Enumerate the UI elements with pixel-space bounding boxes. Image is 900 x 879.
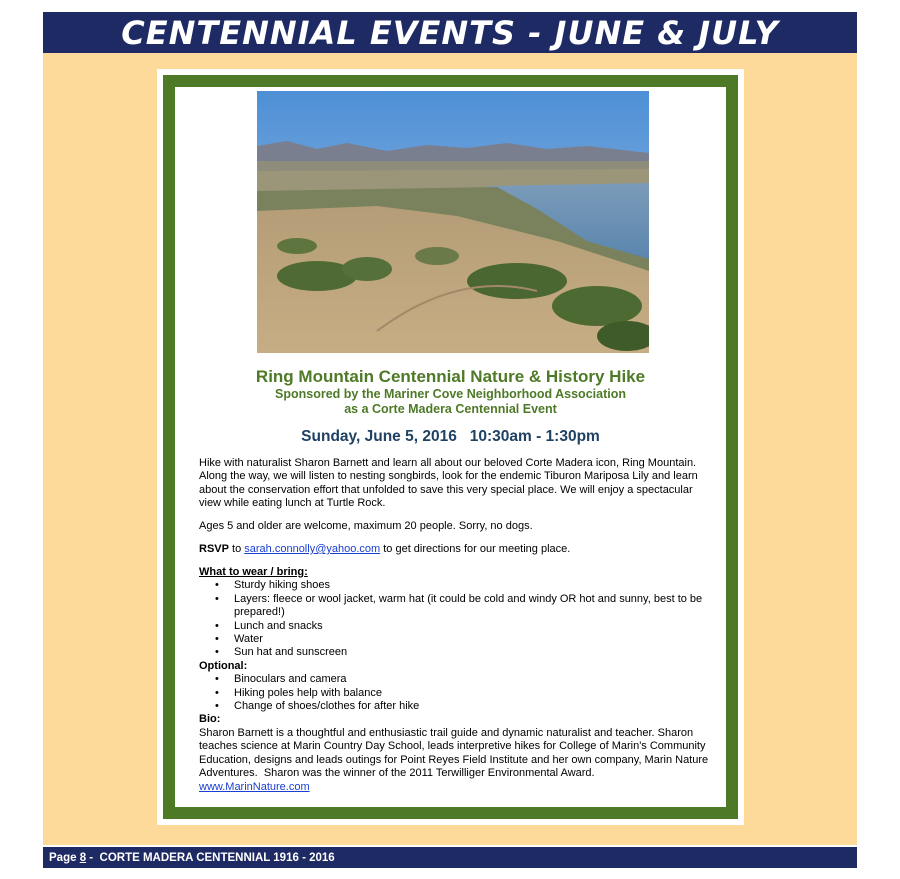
- rsvp-label: RSVP: [199, 543, 229, 555]
- rsvp-email-link[interactable]: sarah.connolly@yahoo.com: [244, 543, 381, 555]
- event-date-time: [175, 428, 726, 446]
- event-description: Hike with naturalist Sharon Barnett and learn all about our beloved Corte Madera icon, Ring Mountain. Along the way, we will listen to nesting songbirds, look for the endemic Tiburon Mariposa Lily and learn about the conservation effort that unfolded to save this very special place. We will enjoy a spectacular view while eating lunch at Turtle Rock.: [199, 457, 698, 510]
- event-date-time-text: Sunday, June 5, 2016 10:30am - 1:30pm: [301, 428, 600, 445]
- page-footer: [43, 847, 857, 868]
- list-item: • Sun hat and sunscreen: [215, 646, 348, 659]
- footer-page-number: 8: [79, 851, 87, 864]
- bullet-icon: •: [215, 646, 219, 659]
- list-item: • Hiking poles help with balance: [215, 686, 382, 699]
- event-ages: Ages 5 and older are welcome, maximum 20 people. Sorry, no dogs.: [199, 520, 533, 532]
- list-item: • Lunch and snacks: [215, 619, 323, 632]
- bullet-icon: •: [215, 619, 219, 632]
- sponsor-line-2: as a Corte Madera Centennial Event: [344, 402, 557, 416]
- optional-heading: Optional:: [199, 659, 248, 672]
- bullet-icon: •: [215, 579, 219, 592]
- event-sponsor: [175, 387, 726, 417]
- footer-title: - CORTE MADERA CENTENNIAL 1916 - 2016: [86, 851, 335, 864]
- sponsor-line-1: Sponsored by the Mariner Cove Neighborhood Association: [275, 387, 626, 401]
- list-item: • Layers: fleece or wool jacket, warm hat (it could be cold and windy OR hot and sunny, best to be prepared!): [215, 592, 703, 619]
- bio-text: Sharon Barnett is a thoughtful and enthusiastic trail guide and dynamic naturalist and teacher. Sharon teaches science at Marin Country Day School, leads interpretive hikes for College of Marin's Community Education, designs and leads outings for Point Reyes Field Institute and her own company, Marin Nature Adventures. Sharon was the winner of the 2011 Terwilliger Environmental Award. www.MarinNature.com: [199, 726, 711, 793]
- what-to-bring-list: [199, 579, 711, 659]
- page-title-bar: [43, 12, 857, 53]
- bullet-icon: •: [215, 592, 219, 605]
- marin-nature-link[interactable]: www.MarinNature.com: [199, 780, 310, 793]
- what-to-bring-heading: What to wear / bring:: [199, 566, 308, 578]
- list-item: • Water: [215, 633, 263, 646]
- list-item: • Sturdy hiking shoes: [215, 579, 330, 592]
- rsvp-suffix: to get directions for our meeting place.: [380, 543, 571, 555]
- bullet-icon: •: [215, 700, 219, 713]
- rsvp-to: to: [228, 543, 245, 555]
- list-item: • Change of shoes/clothes for after hike: [215, 700, 420, 713]
- list-item: • Binoculars and camera: [215, 673, 347, 686]
- footer-page-prefix: Page: [49, 851, 80, 864]
- bullet-icon: •: [215, 633, 219, 646]
- rsvp-line: [199, 543, 711, 556]
- event-title: Ring Mountain Centennial Nature & History Hike: [255, 367, 646, 386]
- optional-list: [199, 673, 711, 713]
- ring-mountain-photo: [257, 91, 649, 353]
- page-title: CENTENNIAL EVENTS - JUNE & JULY: [121, 13, 779, 52]
- bullet-icon: •: [215, 686, 219, 699]
- what-to-bring-section: [199, 566, 711, 794]
- bio-heading: Bio:: [199, 713, 221, 726]
- bullet-icon: •: [215, 673, 219, 686]
